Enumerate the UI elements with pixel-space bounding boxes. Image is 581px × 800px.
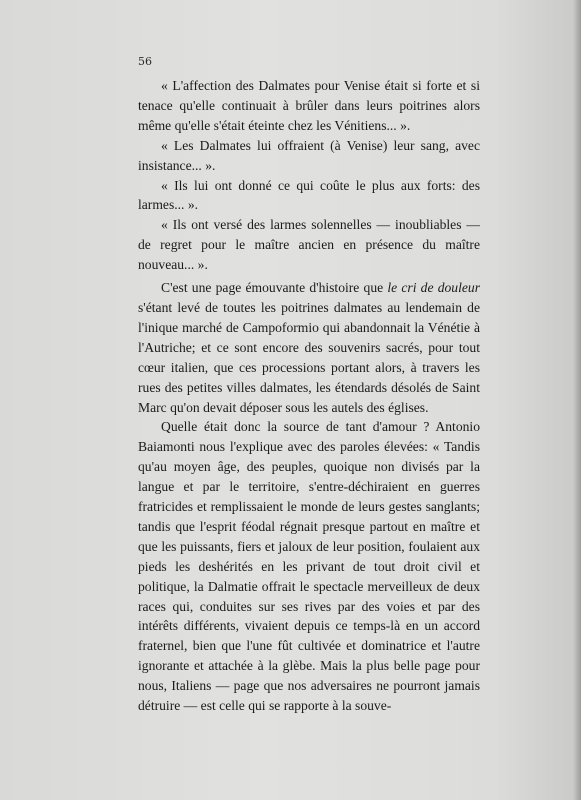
paragraph-history bbox=[138, 278, 480, 417]
paragraph-quote-3: « Ils lui ont donné ce qui coûte le plus aux forts: des larmes... ». bbox=[138, 177, 480, 213]
page-number: 56 bbox=[138, 55, 152, 68]
history-intro: C'est une page émouvante d'histoire que bbox=[161, 280, 384, 296]
paragraph-quote-2: « Les Dalmates lui offraient (à Venise) leur sang, avec insistance... ». bbox=[138, 137, 480, 173]
paragraph-baiamonti: Quelle était donc la source de tant d'amour ? Antonio Baiamonti nous l'explique avec des paroles élevées: « Tandis qu'au moyen âge, des peuples, quoique non divisés par la langue et par le territoire, s'entre-déchiraient en guerres fratricides et remplissaient le monde de leurs gestes sanglants; tandis que l'esprit féodal régnait presque partout en maître et que les puissants, fiers et jaloux de leur position, foulaient aux pieds les deshérités en les privant de tout droit civil et politique, la Dalmatie offrait le spectacle merveilleux de deux races qui, conduites sur ses rives par des voies et par des intérêts différents, vivaient depuis ce temps-là en un accord fraternel, bien que l'une fût cultivée et dominatrice et l'autre ignorante et attachée à la glèbe. Mais la plus belle page pour nous, Italiens — page que nos adversaires ne pourront jamais détruire — est celle qui se rapporte à la souve- bbox=[138, 419, 480, 714]
paragraph-quote-1: « L'affection des Dalmates pour Venise était si forte et si tenace qu'elle continuait à brûler dans leurs poitrines alors même qu'elle s'était éteinte chez les Vénitiens... ». bbox=[138, 78, 480, 133]
italic-citation: le cri de douleur bbox=[387, 280, 480, 296]
paragraph-quote-4: « Ils ont versé des larmes solennelles — inoubliables — de regret pour le maître ancien en présence du maître nouveau... ». bbox=[138, 217, 480, 273]
history-body: s'étant levé de toutes les poitrines dalmates au lendemain de l'inique marché de Campoformio qui abandonnait la Vénétie à l'Autriche; et ce sont encore des souvenirs sacrés, pour tout cœur italien, que ces processions portant alors, à travers les rues des petites villes dalmates, les étendards désolés de Saint Marc qu'on devait déposer sous les autels des églises. bbox=[138, 299, 480, 415]
page-edge-shadow bbox=[573, 0, 581, 800]
body-text bbox=[138, 76, 480, 716]
